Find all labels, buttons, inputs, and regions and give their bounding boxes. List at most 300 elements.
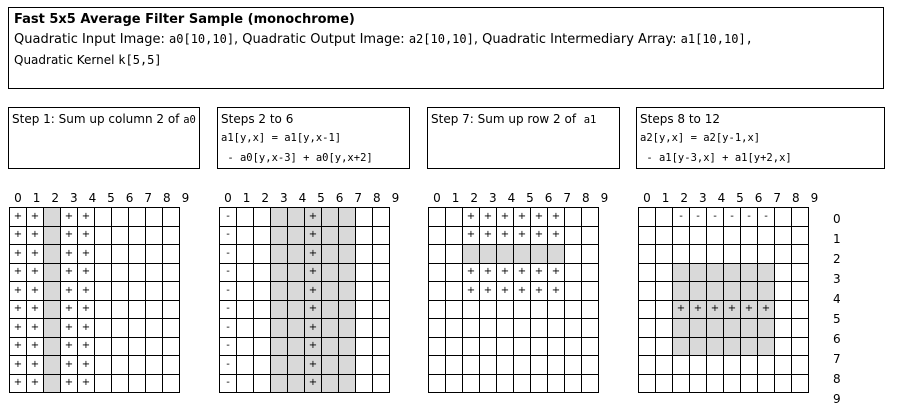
grid-cell [531, 245, 548, 264]
grid-cell [429, 208, 446, 227]
grid-cell [775, 374, 792, 393]
grid-cell: + [10, 208, 27, 227]
grid-cell [44, 208, 61, 227]
header-line-2-segment: k[5,5] [118, 53, 162, 67]
grid-cell [656, 208, 673, 227]
grid-cell [707, 282, 724, 301]
grid-cell [163, 356, 180, 375]
grid-cell: + [27, 226, 44, 245]
column-label: 4 [507, 191, 516, 205]
grid-cell: + [724, 300, 741, 319]
grid-cell: + [480, 208, 497, 227]
grid-cell [724, 282, 741, 301]
column-label: 4 [717, 191, 726, 205]
grid-cell [44, 356, 61, 375]
grid-cell [741, 245, 758, 264]
grid-cell: + [305, 245, 322, 264]
grid-cell [758, 226, 775, 245]
grid-cell [446, 282, 463, 301]
grid-cell [548, 300, 565, 319]
grid-cell [582, 337, 599, 356]
grid-cell [356, 337, 373, 356]
grid-cell: - [741, 208, 758, 227]
grid-cell [741, 226, 758, 245]
row-label: 7 [833, 352, 841, 366]
grid-cell [339, 319, 356, 338]
grid-cell: - [220, 337, 237, 356]
grid-cell [741, 282, 758, 301]
grid-cell [707, 245, 724, 264]
grid-steps-8-12 [638, 207, 809, 393]
grid-cell [480, 337, 497, 356]
column-label: 5 [736, 191, 744, 205]
grid-row [639, 300, 809, 319]
grid-cell [44, 263, 61, 282]
grid-cell [531, 374, 548, 393]
grid-cell [582, 374, 599, 393]
grid-cell [673, 226, 690, 245]
grid-cell [322, 263, 339, 282]
grid-cell: + [10, 282, 27, 301]
grid-cell: + [463, 208, 480, 227]
grid-cell [775, 337, 792, 356]
grid-cell [741, 319, 758, 338]
grid-step-7 [428, 207, 599, 393]
grid-cell [322, 208, 339, 227]
grid-row [429, 226, 599, 245]
step-1-title [12, 111, 196, 129]
grid-row [429, 356, 599, 375]
grid-cell [95, 226, 112, 245]
grid-cell [724, 374, 741, 393]
grid-cell [254, 263, 271, 282]
steps-8-12-formula-2: - a1[y-3,x] + a1[y+2,x] [640, 152, 792, 164]
grid-cell: + [463, 226, 480, 245]
grid-cell: + [61, 356, 78, 375]
grid-cell: + [61, 282, 78, 301]
grid-row [10, 226, 180, 245]
steps-8-12-box [636, 107, 885, 169]
grid-cell: + [305, 208, 322, 227]
grid-cell [775, 282, 792, 301]
grid-cell [690, 245, 707, 264]
grid-steps-2-6 [219, 207, 390, 393]
grid-cell [429, 374, 446, 393]
grid-cell [373, 226, 390, 245]
grid-cell [356, 300, 373, 319]
grid-cell [237, 263, 254, 282]
grid-row [639, 356, 809, 375]
grid-cell [582, 226, 599, 245]
column-label: 2 [680, 191, 688, 205]
column-label: 7 [144, 191, 152, 205]
column-label: 8 [372, 191, 381, 205]
grid-cell: + [305, 300, 322, 319]
grid-cell [112, 319, 129, 338]
grid-cell [792, 208, 809, 227]
grid-cell [673, 263, 690, 282]
grid-cell [112, 374, 129, 393]
grid-cell [373, 300, 390, 319]
grid-row [220, 263, 390, 282]
grid-row [220, 282, 390, 301]
grid-row [220, 319, 390, 338]
grid-cell: - [758, 208, 775, 227]
grid-cell: + [497, 282, 514, 301]
column-label: 8 [791, 191, 800, 205]
grid-cell [95, 319, 112, 338]
grid-cell [356, 374, 373, 393]
header-line-2-segment: Quadratic Kernel [14, 53, 119, 67]
grid-cell: + [27, 319, 44, 338]
column-label: 9 [600, 191, 609, 205]
grid-cell: + [463, 263, 480, 282]
grid-row [220, 374, 390, 393]
grid-cell [146, 374, 163, 393]
grid-cell [758, 319, 775, 338]
grid-cell: + [10, 337, 27, 356]
grid-cell: + [10, 356, 27, 375]
grid-cell [480, 245, 497, 264]
grid-cell [446, 245, 463, 264]
grid-cell: - [707, 208, 724, 227]
grid-row [639, 337, 809, 356]
grid-cell [565, 374, 582, 393]
grid-cell [741, 337, 758, 356]
column-label: 4 [298, 191, 307, 205]
grid-row [429, 208, 599, 227]
grid-cell: - [673, 208, 690, 227]
grid-cell [237, 300, 254, 319]
grid-cell: + [305, 282, 322, 301]
grid-cell [429, 263, 446, 282]
grid-cell [146, 208, 163, 227]
column-label: 7 [354, 191, 362, 205]
grid-cell [254, 319, 271, 338]
grid-cell [429, 226, 446, 245]
header-line-1-segment: a1[10,10], [680, 32, 753, 46]
column-label: 6 [754, 191, 763, 205]
grid-cell [446, 319, 463, 338]
grid-cell: - [724, 208, 741, 227]
grid-cell: - [220, 263, 237, 282]
grid-row [639, 245, 809, 264]
grid-cell [656, 263, 673, 282]
grid-cell [322, 374, 339, 393]
grid-row [10, 374, 180, 393]
grid-row [639, 319, 809, 338]
grid-cell [656, 245, 673, 264]
grid-cell [429, 282, 446, 301]
grid-cell [163, 226, 180, 245]
grid-cell [95, 337, 112, 356]
grid-row [639, 374, 809, 393]
grid-cell: + [78, 356, 95, 375]
column-label: 3 [279, 191, 288, 205]
grid-cell [639, 319, 656, 338]
column-label: 9 [391, 191, 400, 205]
grid-cell: + [78, 245, 95, 264]
column-label: 7 [773, 191, 781, 205]
grid-cell [690, 374, 707, 393]
grid-cell [373, 282, 390, 301]
grid-row [220, 245, 390, 264]
grid-cell [356, 208, 373, 227]
column-label: 5 [107, 191, 115, 205]
grid-cell [322, 356, 339, 375]
grid-cell: - [690, 208, 707, 227]
grid-cell [254, 356, 271, 375]
grid-cell [95, 356, 112, 375]
grid-cell [775, 245, 792, 264]
grid-cell: + [27, 356, 44, 375]
grid-cell [690, 356, 707, 375]
grid-cell [565, 282, 582, 301]
grid-row [10, 282, 180, 301]
grid-cell [112, 282, 129, 301]
grid-row [429, 319, 599, 338]
column-label: 5 [317, 191, 325, 205]
grid-cell [339, 282, 356, 301]
grid-cell [758, 245, 775, 264]
grid-cell [254, 337, 271, 356]
step-7-box [427, 107, 620, 169]
grid-cell [463, 300, 480, 319]
grid-cell [288, 263, 305, 282]
column-label: 0 [224, 191, 232, 205]
grid-cell [271, 226, 288, 245]
grid-cell [690, 337, 707, 356]
grid-cell: + [78, 337, 95, 356]
grid-cell [741, 356, 758, 375]
grid-cell [95, 300, 112, 319]
grid-cell [163, 282, 180, 301]
grid-cell [707, 337, 724, 356]
grid-row [429, 263, 599, 282]
grid-cell [146, 263, 163, 282]
grid-cell: + [305, 263, 322, 282]
grid-cell [429, 300, 446, 319]
grid-cell [146, 282, 163, 301]
grid-cell [480, 374, 497, 393]
grid-cell [254, 282, 271, 301]
grid-cell [373, 208, 390, 227]
grid-cell [639, 337, 656, 356]
grid-cell: + [531, 208, 548, 227]
grid-cell: + [480, 282, 497, 301]
grid-row [639, 263, 809, 282]
grid-cell: + [497, 263, 514, 282]
grid-cell [322, 282, 339, 301]
grid-row [10, 208, 180, 227]
grid-cell [565, 208, 582, 227]
grid-cell [565, 263, 582, 282]
grid-row [429, 337, 599, 356]
grid-cell [565, 356, 582, 375]
step-title-segment: Steps 8 to 12 [640, 112, 720, 126]
grid-cell [237, 356, 254, 375]
column-label: 0 [14, 191, 22, 205]
grid-cell: + [78, 282, 95, 301]
grid-cell [237, 245, 254, 264]
grid-cell [480, 356, 497, 375]
grid-cell: + [305, 337, 322, 356]
grid-cell [288, 208, 305, 227]
column-label: 1 [32, 191, 41, 205]
grid-cell: + [78, 208, 95, 227]
grid-cell [112, 337, 129, 356]
grid-cell [129, 263, 146, 282]
grid-cell [775, 319, 792, 338]
grid-row [10, 319, 180, 338]
grid-cell: + [27, 282, 44, 301]
grid-cell [497, 319, 514, 338]
grid-cell [288, 245, 305, 264]
grid-cell [129, 226, 146, 245]
grid-cell: - [220, 300, 237, 319]
grid-cell: - [220, 208, 237, 227]
steps-8-12-formula-1: a2[y,x] = a2[y-1,x] [640, 132, 761, 144]
grid-cell: - [220, 282, 237, 301]
grid-cell [237, 374, 254, 393]
grid-cell [531, 300, 548, 319]
grid-cell [322, 226, 339, 245]
grid-cell [514, 245, 531, 264]
step-title-segment: Step 7: Sum up row 2 of [431, 112, 584, 126]
column-label: 1 [242, 191, 251, 205]
grid-cell: + [10, 245, 27, 264]
grid-cell: + [531, 263, 548, 282]
header-line-1-segment: , Quadratic Intermediary Array: [473, 32, 681, 47]
grid-cell [163, 208, 180, 227]
grid-cell [656, 226, 673, 245]
grid-cell: - [220, 356, 237, 375]
grid-cell [356, 282, 373, 301]
grid-cell [758, 356, 775, 375]
grid-cell [339, 263, 356, 282]
steps-2-6-formula-2: - a0[y,x-3] + a0[y,x+2] [221, 152, 373, 164]
grid-cell: + [305, 356, 322, 375]
grid-cell: + [514, 226, 531, 245]
grid-cell [792, 245, 809, 264]
grid-cell [480, 319, 497, 338]
header-line-1 [14, 29, 878, 50]
grid-cell [146, 226, 163, 245]
step-title-segment: Step 1: Sum up column 2 of [12, 112, 184, 126]
grid-cell [271, 263, 288, 282]
grid-cell [463, 374, 480, 393]
grid-cell [446, 300, 463, 319]
grid-cell [95, 208, 112, 227]
grid-cell: + [10, 319, 27, 338]
grid-cell: + [741, 300, 758, 319]
grid-cell: + [78, 226, 95, 245]
grid-cell [531, 356, 548, 375]
grid-cell [775, 300, 792, 319]
grid-cell: + [10, 226, 27, 245]
grid-cell: + [61, 337, 78, 356]
grid-cell [446, 226, 463, 245]
grid-cell [237, 208, 254, 227]
column-label: 8 [581, 191, 590, 205]
column-label: 2 [261, 191, 269, 205]
grid-cell [497, 356, 514, 375]
grid-cell [271, 282, 288, 301]
grid-cell: + [497, 208, 514, 227]
step-1-box [8, 107, 200, 169]
grid-cell [288, 282, 305, 301]
grid-cell [288, 356, 305, 375]
grid-cell [112, 226, 129, 245]
grid-cell [254, 208, 271, 227]
grid-cell [656, 300, 673, 319]
grid-cell [758, 374, 775, 393]
grid-cell [639, 208, 656, 227]
grid-cell [237, 337, 254, 356]
grid-cell [112, 300, 129, 319]
grid-cell: - [220, 374, 237, 393]
row-label: 1 [833, 232, 841, 246]
grid-cell [673, 374, 690, 393]
grid-cell: + [690, 300, 707, 319]
grid-cell [112, 245, 129, 264]
grid-cell [707, 319, 724, 338]
grid-cell: + [27, 208, 44, 227]
grid-cell [758, 263, 775, 282]
grid-cell: + [78, 300, 95, 319]
grid-cell [446, 263, 463, 282]
grid-cell [44, 337, 61, 356]
grid-cell [429, 319, 446, 338]
grid-cell: + [61, 319, 78, 338]
grid-cell [129, 374, 146, 393]
row-label: 6 [833, 332, 841, 346]
grid-cell [254, 245, 271, 264]
grid-cell [639, 356, 656, 375]
grid-row [220, 337, 390, 356]
grid-cell [163, 337, 180, 356]
grid-cell [514, 356, 531, 375]
grid-cell [288, 337, 305, 356]
grid-cell [271, 337, 288, 356]
grid-cell [531, 319, 548, 338]
grid-cell [339, 337, 356, 356]
column-label: 0 [433, 191, 441, 205]
grid-cell: + [531, 282, 548, 301]
grid-cell [707, 263, 724, 282]
grid-row [429, 282, 599, 301]
grid-row [429, 300, 599, 319]
grid-cell [656, 356, 673, 375]
grid-cell [322, 245, 339, 264]
grid-cell [639, 300, 656, 319]
grid-cell: + [10, 374, 27, 393]
grid-cell: + [480, 226, 497, 245]
grid-cell [288, 300, 305, 319]
grid-row [10, 300, 180, 319]
grid-cell [129, 356, 146, 375]
grid-cell [673, 245, 690, 264]
grid-cell: - [220, 226, 237, 245]
grid-cell [129, 282, 146, 301]
grid-cell [673, 356, 690, 375]
grid-cell: + [758, 300, 775, 319]
grid-row [639, 208, 809, 227]
grid-cell [339, 208, 356, 227]
grid-cell [163, 263, 180, 282]
grid-cell [497, 374, 514, 393]
grid-cell [707, 226, 724, 245]
